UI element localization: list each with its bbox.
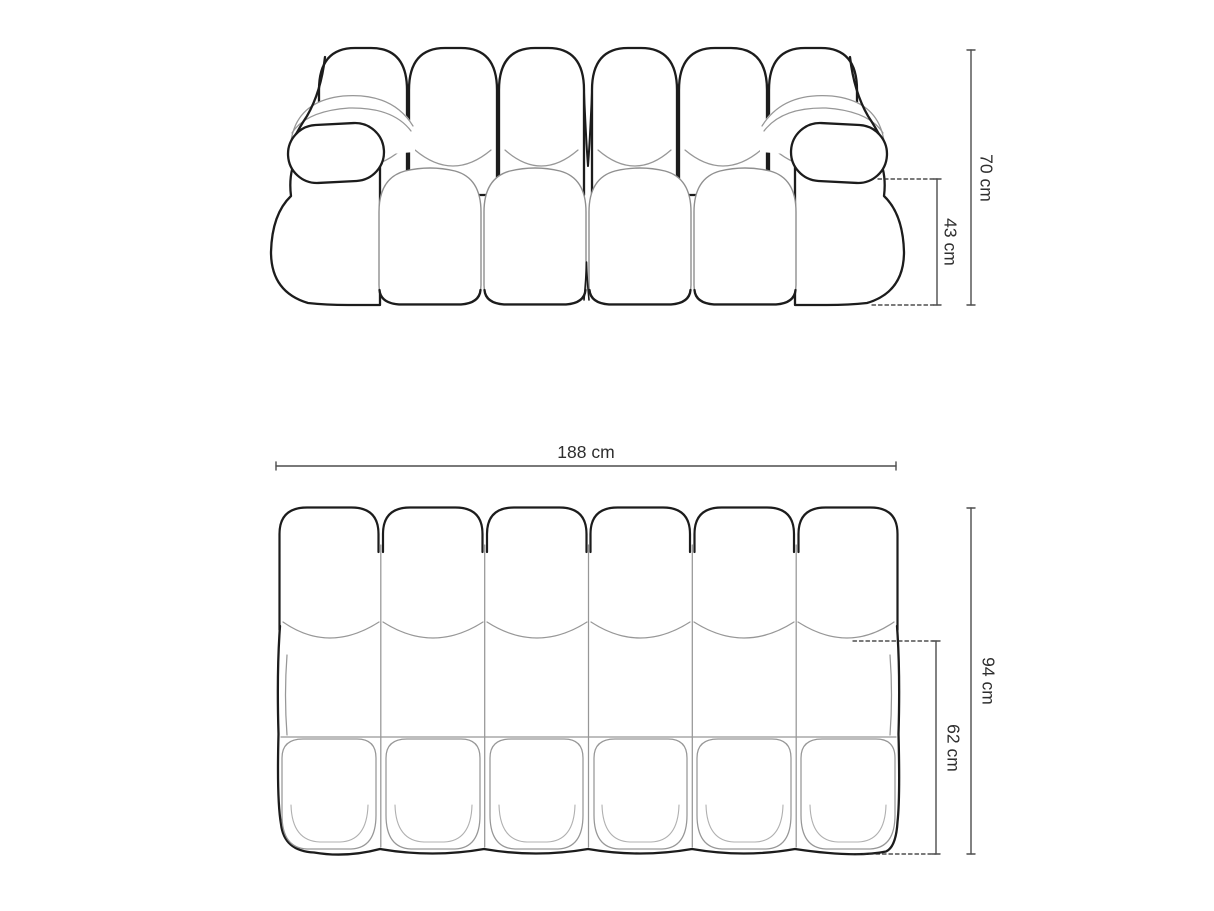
armrest-front-pill — [790, 122, 889, 185]
top-backrest-cushion — [280, 508, 379, 631]
seat-cushion — [484, 168, 586, 304]
seat-cushion — [589, 168, 691, 304]
seat-cushion — [694, 168, 796, 304]
dim-label-seat-height: 43 cm — [940, 218, 961, 266]
top-backrest-cushion — [591, 508, 691, 553]
right-inset-contour — [890, 655, 892, 735]
seat-cushion — [379, 168, 481, 304]
dim-label-total-width: 188 cm — [557, 442, 615, 462]
dimension-seat-height — [933, 179, 960, 305]
dimension-total-height — [967, 50, 996, 305]
left-inset-contour — [286, 655, 288, 735]
top-backrest-cushion — [383, 508, 483, 553]
top-backrest-cushion — [695, 508, 795, 553]
dimension-seat-depth — [932, 641, 963, 854]
sofa-top-view — [276, 442, 998, 855]
armrest-front-pill — [287, 122, 386, 185]
sofa-front-view — [271, 48, 996, 305]
dim-label-seat-depth: 62 cm — [943, 724, 964, 772]
dim-label-total-height: 70 cm — [976, 154, 997, 202]
center-module-seam — [584, 92, 592, 166]
dim-label-total-depth: 94 cm — [978, 657, 999, 705]
top-backrest-cushion — [799, 508, 898, 631]
dimension-total-depth — [967, 508, 998, 854]
dimension-total-width — [276, 442, 896, 470]
top-backrest-cushion — [487, 508, 587, 553]
